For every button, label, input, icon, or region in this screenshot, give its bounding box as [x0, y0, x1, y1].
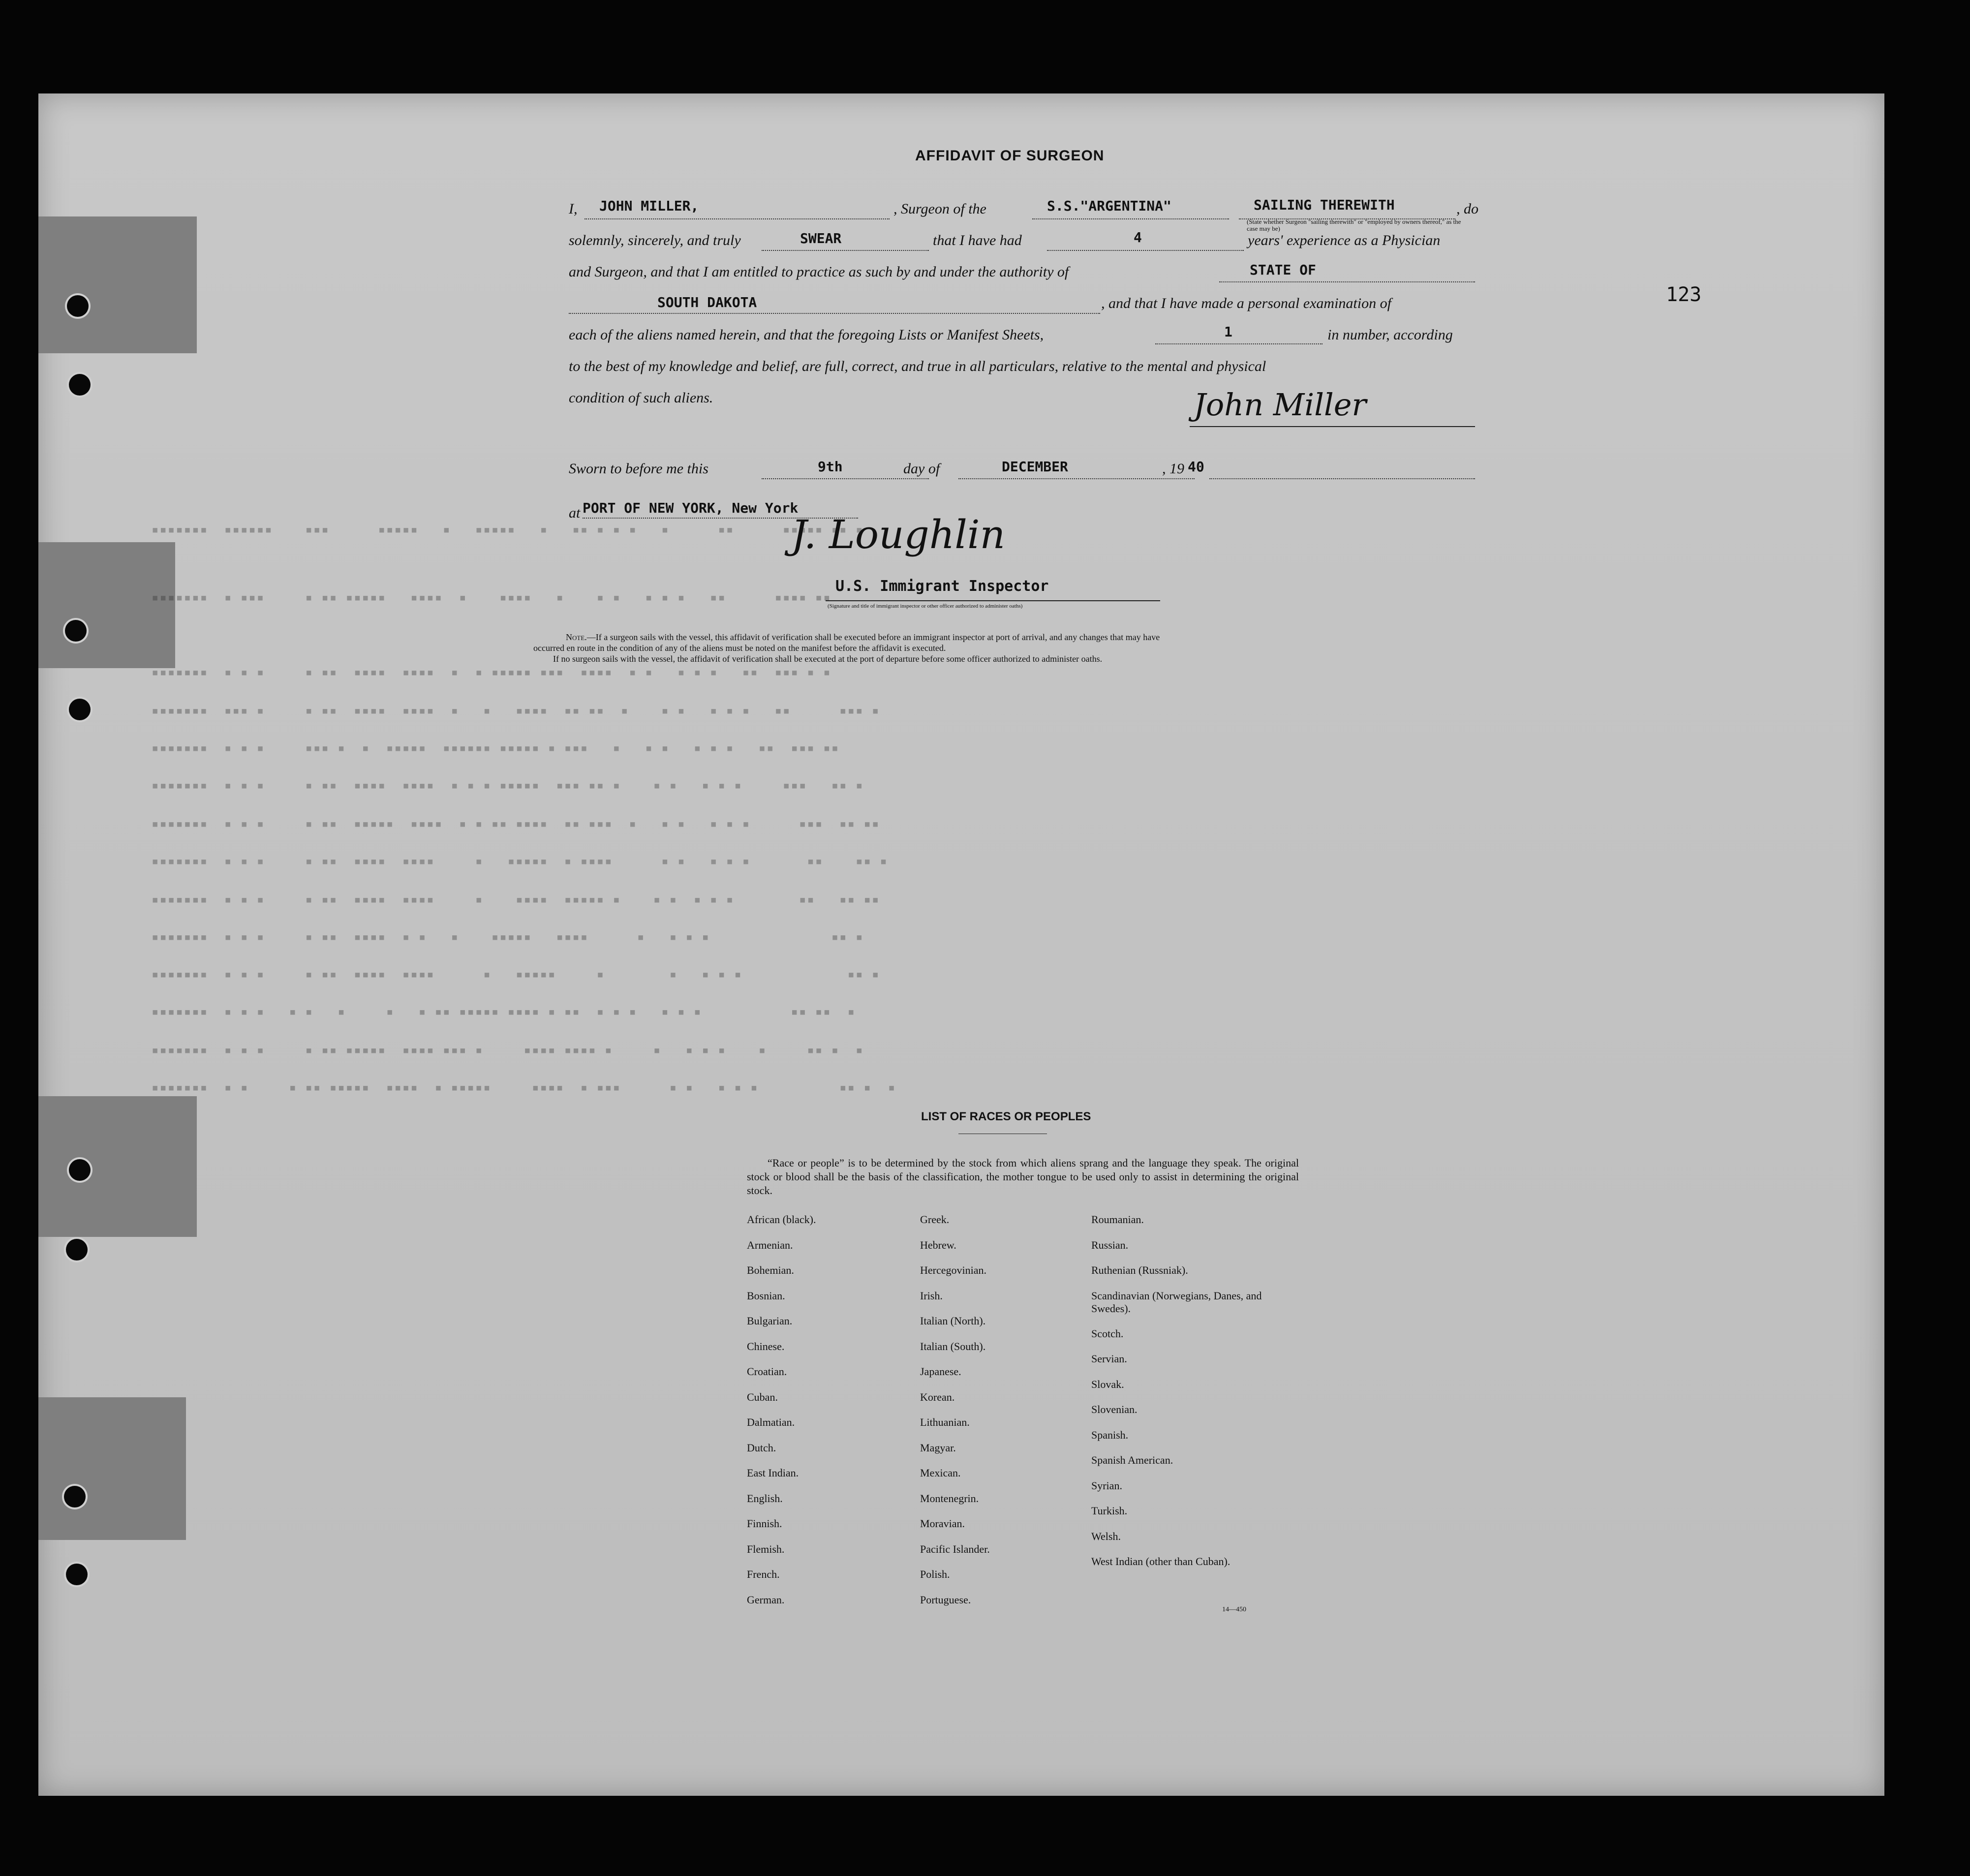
race-item: Finnish. — [747, 1517, 782, 1530]
race-item: Bulgarian. — [747, 1315, 793, 1327]
sworn-month-rule — [958, 478, 1195, 479]
race-item: Flemish. — [747, 1542, 785, 1555]
race-item: Korean. — [920, 1390, 955, 1403]
race-item: Chinese. — [747, 1340, 785, 1353]
race-item: Irish. — [920, 1289, 943, 1302]
binder-tab-4 — [38, 1397, 186, 1540]
sworn-year-prefix: , 19 — [1162, 461, 1184, 477]
race-item: Pacific Islander. — [920, 1542, 990, 1555]
affidavit-note-line2: occurred en route in the condition of any of the aliens must be noted on the manifest before the affidavit is executed. — [533, 643, 946, 653]
races-title: LIST OF RACES OR PEOPLES — [921, 1110, 1091, 1123]
race-item: Spanish. — [1091, 1428, 1129, 1441]
authority-state: STATE OF — [1250, 262, 1316, 278]
race-item: Turkish. — [1091, 1505, 1128, 1517]
binder-tab-3 — [38, 1096, 197, 1237]
sworn-year-suffix: 40 — [1188, 459, 1204, 475]
sworn-text2: day of — [903, 461, 940, 477]
race-item: Scandinavian (Norwegians, Danes, and Swedes). — [1091, 1289, 1262, 1315]
punch-hole — [69, 1159, 91, 1181]
affidavit-line5-text2: in number, according — [1327, 327, 1453, 343]
race-item: Dutch. — [747, 1441, 776, 1454]
inspector-title: U.S. Immigrant Inspector — [835, 578, 1049, 595]
punch-hole — [65, 620, 87, 642]
page-number: 123 — [1666, 283, 1702, 306]
affidavit-title: AFFIDAVIT OF SURGEON — [915, 148, 1105, 164]
race-item: French. — [747, 1568, 780, 1580]
race-item: Slovak. — [1091, 1378, 1124, 1390]
race-item: Croatian. — [747, 1365, 787, 1378]
sworn-day: 9th — [818, 459, 843, 475]
affidavit-line5-text1: each of the aliens named herein, and that the foregoing Lists or Manifest Sheets, — [569, 327, 1044, 343]
punch-hole — [69, 374, 91, 396]
race-item: Scotch. — [1091, 1327, 1124, 1340]
punch-hole — [66, 1239, 88, 1261]
affidavit-line2-text1: solemnly, sincerely, and truly — [569, 232, 741, 248]
binder-tab-1 — [38, 216, 197, 353]
affidavit-line1-text: , Surgeon of the — [893, 201, 986, 217]
race-item: Japanese. — [920, 1365, 961, 1378]
affidavit-line2-text2: that I have had — [933, 232, 1022, 248]
authority-cont-rule — [569, 313, 1100, 314]
inspector-signature-rule — [826, 600, 1160, 601]
races-intro: “Race or people” is to be determined by the stock from which aliens sprang and the language they speak. The original stock or blood shall be the basis of the classification, the mother tongue to be used only to assist in determining the original stock. — [747, 1157, 1299, 1197]
surgeon-name-rule — [585, 218, 890, 219]
race-item: Magyar. — [920, 1441, 956, 1454]
affidavit-line3-text1: and Surgeon, and that I am entitled to practice as such by and under the authority of — [569, 264, 1069, 280]
race-item: Russian. — [1091, 1238, 1129, 1251]
races-column-1 — [747, 1213, 816, 1619]
affidavit-line2-text3: years' experience as a Physician — [1248, 232, 1441, 248]
race-item: Bosnian. — [747, 1289, 785, 1302]
affidavit-line7: condition of such aliens. — [569, 390, 713, 406]
sworn-text: Sworn to before me this — [569, 461, 708, 477]
race-item: Armenian. — [747, 1238, 793, 1251]
inspector-caption: (Signature and title of immigrant inspector or other officer authorized to administer oaths) — [828, 603, 1023, 609]
punch-hole — [66, 1564, 88, 1585]
oath-word: SWEAR — [800, 230, 842, 246]
place-value: PORT OF NEW YORK, New York — [583, 500, 799, 516]
authority-rule — [1219, 281, 1475, 282]
race-item: Bohemian. — [747, 1264, 794, 1276]
race-item: Italian (North). — [920, 1315, 986, 1327]
race-item: Greek. — [920, 1213, 950, 1226]
race-item: Portuguese. — [920, 1593, 971, 1606]
race-item: African (black). — [747, 1213, 816, 1226]
race-item: Roumanian. — [1091, 1213, 1144, 1226]
race-item: Montenegrin. — [920, 1492, 979, 1505]
race-item: East Indian. — [747, 1467, 799, 1479]
race-item: Moravian. — [920, 1517, 965, 1530]
sworn-day-rule — [762, 478, 929, 479]
races-column-3 — [1091, 1213, 1268, 1593]
race-item: Dalmatian. — [747, 1416, 795, 1428]
race-item: Servian. — [1091, 1353, 1127, 1365]
binder-tab-2 — [38, 542, 175, 668]
sheets-rule — [1155, 343, 1323, 344]
note-lead: Note. — [566, 632, 587, 642]
surgeon-signature: John Miller — [1194, 387, 1367, 423]
affidavit-line4-text1: , and that I have made a personal examination of — [1101, 295, 1391, 311]
race-item: Cuban. — [747, 1390, 778, 1403]
place-prefix: at — [569, 505, 581, 521]
races-column-2 — [920, 1213, 990, 1619]
punch-hole — [64, 1486, 86, 1507]
surgeon-signature-rule — [1190, 426, 1475, 427]
race-item: Hebrew. — [920, 1238, 956, 1251]
race-item: Italian (South). — [920, 1340, 986, 1353]
inspector-signature: J. Loughlin — [791, 512, 1005, 557]
race-item: English. — [747, 1492, 783, 1505]
surgeon-status-note: (State whether Surgeon "sailing therewith" or "employed by owners thereof," as the case may be) — [1247, 218, 1461, 232]
authority-state-name: SOUTH DAKOTA — [657, 294, 757, 310]
years-experience: 4 — [1134, 229, 1142, 246]
race-item: Slovenian. — [1091, 1403, 1138, 1415]
race-item: West Indian (other than Cuban). — [1091, 1555, 1231, 1568]
race-item: German. — [747, 1593, 785, 1606]
race-item: Hercegovinian. — [920, 1264, 986, 1276]
affidavit-line1-prefix: I, — [569, 201, 578, 217]
affidavit-line6: to the best of my knowledge and belief, are full, correct, and true in all particulars, relative to the mental and physical — [569, 358, 1266, 374]
sworn-year-rule — [1209, 478, 1475, 479]
form-number: 14—450 — [1222, 1606, 1246, 1613]
race-item: Welsh. — [1091, 1530, 1121, 1542]
ship-name-rule — [1032, 218, 1229, 219]
sheets-count: 1 — [1224, 324, 1232, 340]
affidavit-note — [533, 632, 1160, 664]
sworn-month: DECEMBER — [1002, 459, 1068, 475]
surgeon-name: JOHN MILLER, — [599, 198, 699, 214]
ship-name: S.S."ARGENTINA" — [1047, 198, 1171, 214]
race-item: Spanish American. — [1091, 1454, 1173, 1466]
oath-rule — [762, 250, 929, 251]
surgeon-status: SAILING THEREWITH — [1254, 197, 1395, 213]
race-item: Mexican. — [920, 1467, 961, 1479]
race-item: Syrian. — [1091, 1479, 1122, 1492]
affidavit-note-line3: If no surgeon sails with the vessel, the affidavit of verification shall be executed at the port of departure before some officer authorized to administer oaths. — [553, 654, 1103, 664]
race-item: Lithuanian. — [920, 1416, 970, 1428]
document-page: 123 ▪▪▪▪▪▪▪ ▪▪▪▪▪▪ ▪▪▪ ▪▪▪▪▪ ▪ ▪▪▪▪▪ ▪ ▪▪ ▪ ▪ ▪ ▪ ▪▪ ▪▪▪▪▪ ▪▪ ▪ ▪▪▪▪▪▪▪ ▪ ▪▪▪ ▪ ▪▪ ▪▪▪▪▪ ▪▪▪▪ ▪ ▪▪▪▪ ▪ ▪ ▪ ▪ ▪ ▪ ▪▪ ▪▪▪▪ ▪▪ ▪▪▪▪▪▪▪ ▪ ▪ ▪ ▪ ▪▪ ▪▪▪▪ ▪▪▪▪ ▪ ▪ ▪▪▪▪▪ ▪▪▪ ▪▪▪▪ ▪ ▪ ▪ ▪ ▪ ▪▪ ▪▪▪ ▪ ▪ ▪▪▪▪▪▪▪ ▪▪▪ ▪ ▪ ▪▪ ▪▪▪▪ ▪▪▪▪ ▪ ▪ ▪▪▪▪ ▪▪ ▪▪ ▪ ▪ ▪ ▪ ▪ ▪ ▪▪ ▪▪▪ ▪ ▪▪▪▪▪▪▪ ▪ ▪ ▪ ▪▪▪ ▪ ▪ ▪▪▪▪▪ ▪▪▪▪▪▪ ▪▪▪▪▪ ▪ ▪▪▪ ▪ ▪ ▪ ▪ ▪ ▪ ▪▪ ▪▪▪ ▪▪ ▪▪▪▪▪▪▪ ▪ ▪ ▪ ▪ ▪▪ ▪▪▪▪ ▪▪▪▪ ▪ ▪ ▪ ▪▪▪▪▪ ▪▪▪ ▪▪ ▪ ▪ ▪ ▪ ▪ ▪ ▪▪▪ ▪▪ ▪ ▪▪▪▪▪▪▪ ▪ ▪ ▪ ▪ ▪▪ ▪▪▪▪▪ ▪▪▪▪ ▪ ▪ ▪▪ ▪▪▪▪ ▪▪ ▪▪▪ ▪ ▪ ▪ ▪ ▪ ▪ ▪▪▪ ▪▪ ▪▪ ▪▪▪▪▪▪▪ ▪ ▪ ▪ ▪ ▪▪ ▪▪▪▪ ▪▪▪▪ ▪ ▪▪▪▪▪ ▪ ▪▪▪▪ ▪ ▪ ▪ ▪ ▪ ▪▪ ▪▪ ▪ ▪▪▪▪▪▪▪ ▪ ▪ ▪ ▪ ▪▪ ▪▪▪▪ ▪▪▪▪ ▪ ▪▪▪▪ ▪▪▪▪▪ ▪ ▪ ▪ ▪ ▪ ▪ ▪▪ ▪▪ ▪▪ ▪▪▪▪▪▪▪ ▪ ▪ ▪ ▪ ▪▪ ▪▪▪▪ ▪ ▪ ▪ ▪▪▪▪▪ ▪▪▪▪ ▪ ▪ ▪ ▪ ▪▪ ▪ ▪▪▪▪▪▪▪ ▪ ▪ ▪ ▪ ▪▪ ▪▪▪▪ ▪▪▪▪ ▪ ▪▪▪▪▪ ▪ ▪ ▪ ▪ ▪ ▪▪ ▪ ▪▪▪▪▪▪▪ ▪ ▪ ▪ ▪ ▪ ▪ ▪ ▪ ▪▪ ▪▪▪▪▪ ▪▪▪▪ ▪ ▪▪ ▪ ▪ ▪ ▪ ▪ ▪ ▪▪ ▪▪ ▪ ▪▪▪▪▪▪▪ ▪ ▪ ▪ ▪ ▪▪ ▪▪▪▪▪ ▪▪▪▪ ▪▪▪ ▪ ▪▪▪▪ ▪▪▪▪ ▪ ▪ ▪ ▪ ▪ ▪ ▪▪ ▪ ▪ ▪▪▪▪▪▪▪ ▪ ▪ ▪ ▪▪ ▪▪▪▪▪ ▪▪▪▪ ▪ ▪▪▪▪▪ ▪▪▪▪ ▪ ▪▪▪ ▪ ▪ ▪ ▪ ▪ ▪▪ ▪ ▪ AFFIDAVIT OF SURGEON I, JOHN MILLER, , Surgeon of the S.S."ARGENTINA" SAILING THEREWITH (State whether Surgeon "sailing therewith" or "employed by owners thereof," as the case may be) , do solemnly, sincerely, and truly SWEAR that I have had 4 years' experience as a Physician and Surgeon, and that I am entitled to practice as such by and under the authority of STATE OF SOUTH DAKOTA , and that I have made a personal examination of each of the aliens named herein, and that the foregoing Lists or Manifest Sheets, 1 in number, according to the best of my knowledge and belief, are full, correct, and true in all particulars, relative to the mental and physical condition of such aliens. John Miller Sworn to before me this 9th day of DECEMBER , 19 40 at PORT OF NEW YORK, New York J. Loughlin U.S. Immigrant Inspector (Signature and title of immigrant inspector or other officer authorized to administer oaths) Note.—If a surgeon sails with the vessel, this affidavit of verification shall be executed before an immigrant inspector at port of arrival, and any changes that may have occurred en route in the condition of any of the aliens must be noted on the manifest before the affidavit is executed. If no surgeon sails with the vessel, the affidavit of verification shall be executed at the port of departure before some officer authorized to administer oaths. LIST OF RACES OR PEOPLES “Race or people” is to be determined by the stock from which aliens sprang and the language they speak. The original stock or blood shall be the basis of the classification, the mother tongue to be used only to assist in determining the original stock. African (black). Armenian. Bohemian. Bosnian. Bulgarian. Chinese. Croatian. Cuban. Dalmatian. Dutch. East Indian. English. Finnish. Flemish. French. German. Greek. Hebrew. Hercegovinian. Irish. Italian (North). Italian (South). Japanese. Korean. Lithuanian. Magyar. Mexican. Montenegrin. Moravian. Pacific Islander. Polish. Portuguese. Roumanian. Russian. Ruthenian (Russniak). Scandinavian (Norwegians, Danes, and Swedes). Scotch. Servian. Slovak. Slovenian. Spanish. Spanish American. Syrian. Turkish. Welsh. West Indian (other than Cuban). 14—450 — [38, 93, 1884, 1796]
punch-hole — [67, 295, 89, 317]
punch-hole — [69, 699, 91, 720]
affidavit-line1-suffix: , do — [1456, 201, 1478, 217]
affidavit-note-line1: Note.—If a surgeon sails with the vessel, this affidavit of verification shall be executed before an immigrant inspector at port of arrival, and any changes that may have — [566, 632, 1160, 642]
race-item: Polish. — [920, 1568, 950, 1580]
years-rule — [1047, 250, 1244, 251]
race-item: Ruthenian (Russniak). — [1091, 1264, 1188, 1276]
